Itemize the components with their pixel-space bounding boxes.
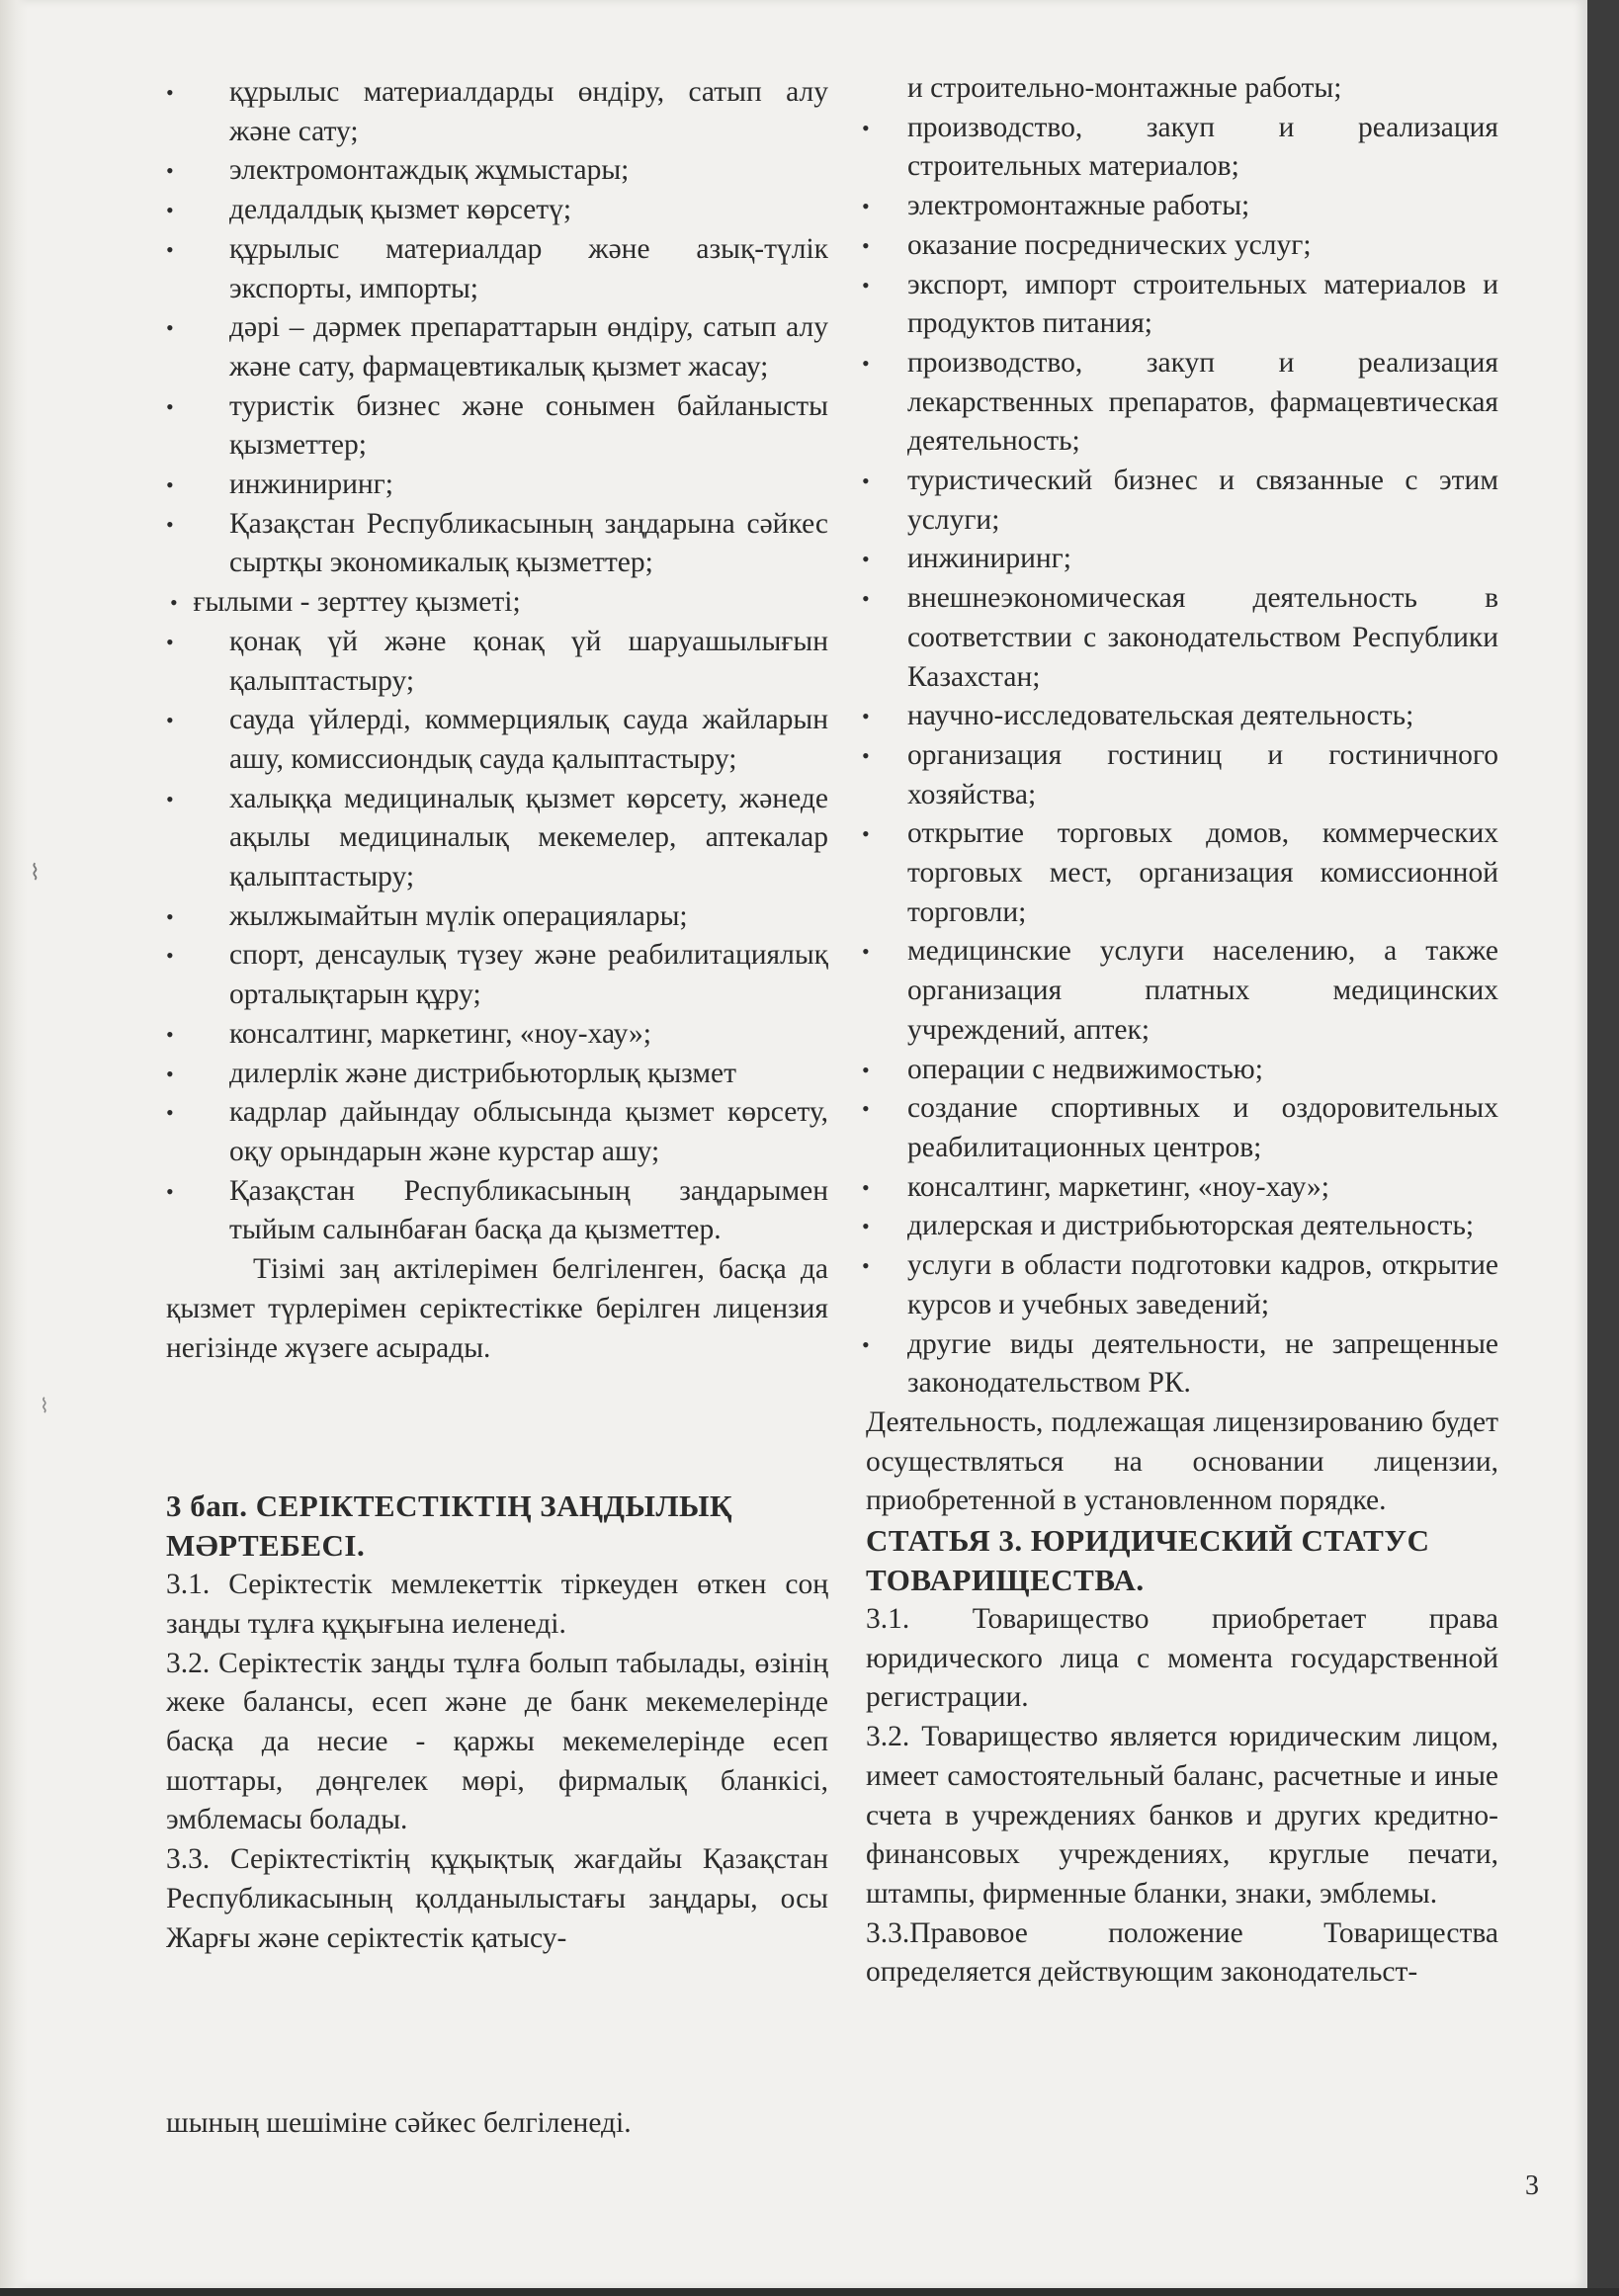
- bullet-icon: •: [166, 393, 174, 419]
- list-item: • туристік бизнес және сонымен байланысты қызметтер;: [166, 387, 828, 466]
- scan-border-bottom: [0, 2288, 1619, 2296]
- bullet-icon: •: [166, 629, 174, 654]
- page-fold-shadow: [0, 0, 28, 2288]
- bullet-icon: •: [166, 903, 174, 929]
- clause: 3.2. Серіктестік заңды тұлға болып табылады, өзінің жеке балансы, есеп және де банк мекемелерінде басқа да несие - қаржы мекемелерінде есеп шоттары, дөңгелек мөрі, фирмалық бланкісі, эмблемасы болады.: [166, 1647, 828, 1836]
- bullet-icon: •: [166, 1178, 174, 1204]
- list-item: • операции с недвижимостью;: [866, 1051, 1498, 1090]
- list-item: • инжиниринг;: [166, 466, 828, 505]
- list-item: • научно-исследовательская деятельность;: [866, 697, 1498, 736]
- bullet-icon: •: [166, 1100, 174, 1126]
- bullet-icon: •: [166, 158, 174, 184]
- bullet-icon: •: [862, 232, 870, 258]
- russian-column: [862, 69, 1498, 1993]
- bullet-icon: •: [170, 590, 178, 616]
- list-item: • внешнеэкономическая деятельность в соответствии с законодательством Республики Казахстан;: [866, 579, 1498, 697]
- list-item: • производство, закуп и реализация строительных материалов;: [866, 109, 1498, 187]
- list-item: • халыққа медициналық қызмет көрсету, жәнеде ақылы медициналық мекемелер, аптекалар қалыптастыру;: [166, 780, 828, 897]
- list-item: • услуги в области подготовки кадров, открытие курсов и учебных заведений;: [866, 1246, 1498, 1324]
- bullet-icon: •: [166, 1021, 174, 1047]
- bullet-icon: •: [166, 511, 174, 537]
- bullet-icon: •: [862, 468, 870, 494]
- bullet-icon: •: [862, 1331, 870, 1357]
- bullet-icon: •: [862, 272, 870, 298]
- clause: 3.1. Серіктестік мемлекеттік тіркеуден өткен соң заңды тұлға құқығына иеленеді.: [166, 1569, 828, 1640]
- bullet-icon: •: [166, 80, 174, 105]
- bullet-icon: •: [862, 742, 870, 768]
- list-item: • электромонтажные работы;: [866, 187, 1498, 226]
- list-item: • делдалдық қызмет көрсетү;: [166, 191, 828, 230]
- continuation-line: шының шешіміне сәйкес белгіленеді.: [166, 2107, 632, 2139]
- staple-mark: ⌇: [30, 860, 41, 885]
- kazakh-column: [166, 73, 828, 1958]
- list-item: • дәрі – дәрмек препараттарын өндіру, сатып алу және сату, фармацевтикалық қызмет жасау;: [166, 308, 828, 386]
- scan-border-right: [1587, 0, 1619, 2296]
- list-item: • спорт, денсаулық түзеу және реабилитациялық орталықтарын құру;: [166, 936, 828, 1014]
- bullet-icon: •: [166, 1061, 174, 1086]
- list-item: • дилерская и дистрибьюторская деятельность;: [866, 1207, 1498, 1246]
- list-item: • инжиниринг;: [866, 540, 1498, 579]
- list-item: • сауда үйлерді, коммерциялық сауда жайларын ашу, комиссиондық сауда қалыптастыру;: [166, 701, 828, 779]
- bullet-icon: •: [862, 194, 870, 219]
- bullet-icon: •: [862, 547, 870, 572]
- bullet-icon: •: [862, 1253, 870, 1279]
- license-paragraph: Деятельность, подлежащая лицензированию будет осуществляться на основании лицензии, приобретенной в установленном порядке.: [866, 1405, 1498, 1517]
- bullet-icon: •: [166, 198, 174, 223]
- bullet-icon: •: [862, 1174, 870, 1200]
- list-item: • консалтинг, маркетинг, «ноу-хау»;: [866, 1168, 1498, 1208]
- bullet-icon: •: [862, 704, 870, 729]
- license-paragraph: Тізімі заң актілерімен белгіленген, басқа да қызмет түрлерімен серіктестікке берілген лицензия негізінде жүзеге асырады.: [166, 1253, 828, 1364]
- list-item: • Қазақстан Республикасының заңдарына сәйкес сыртқы экономикалық қызметтер;: [166, 505, 828, 583]
- bullet-icon: •: [862, 586, 870, 612]
- list-item: • Қазақстан Республикасының заңдарымен тыйым салынбаған басқа да қызметтер.: [166, 1172, 828, 1250]
- list-item: • ғылыми - зерттеу қызметі;: [166, 583, 828, 623]
- section-heading: СТАТЬЯ 3. ЮРИДИЧЕСКИЙ СТАТУС ТОВАРИЩЕСТВА.: [866, 1523, 1430, 1598]
- bullet-icon: •: [862, 821, 870, 847]
- list-item: • создание спортивных и оздоровительных реабилитационных центров;: [866, 1089, 1498, 1167]
- list-item: • жылжымайтын мүлік операциялары;: [166, 897, 828, 937]
- list-item: • экспорт, импорт строительных материалов и продуктов питания;: [866, 266, 1498, 344]
- bullet-icon: •: [862, 939, 870, 965]
- clause: 3.3. Серіктестіктің құқықтық жағдайы Қазақстан Республикасының қолданылыстағы заңдары, осы Жарғы және серіктестік қатысу-: [166, 1843, 828, 1954]
- list-item: • консалтинг, маркетинг, «ноу-хау»;: [166, 1015, 828, 1055]
- list-item: • дилерлік және дистрибьюторлық қызмет: [166, 1055, 828, 1094]
- list-item: • құрылыс материалдар және азық-түлік экспорты, импорты;: [166, 230, 828, 308]
- bullet-icon: •: [166, 315, 174, 341]
- bullet-icon: •: [166, 943, 174, 969]
- bullet-icon: •: [166, 786, 174, 811]
- section-heading: 3 бап. СЕРІКТЕСТІКТІҢ ЗАҢДЫЛЫҚ МӘРТЕБЕСІ.: [166, 1488, 732, 1564]
- bullet-icon: •: [862, 350, 870, 376]
- list-item: • производство, закуп и реализация лекарственных препаратов, фармацевтическая деятельность;: [866, 344, 1498, 462]
- list-item: • туристический бизнес и связанные с этим услуги;: [866, 462, 1498, 540]
- bullet-icon: •: [166, 236, 174, 262]
- list-item: • открытие торговых домов, коммерческих торговых мест, организация комиссионной торговли;: [866, 814, 1498, 932]
- bullet-icon: •: [166, 472, 174, 498]
- bullet-icon: •: [862, 1214, 870, 1239]
- clause: 3.3.Правовое положение Товарищества определяется действующим законодательст-: [866, 1916, 1498, 1989]
- bullet-icon: •: [166, 708, 174, 733]
- list-item: • организация гостиниц и гостиничного хозяйства;: [866, 736, 1498, 814]
- list-item: • медицинские услуги населению, а также организация платных медицинских учреждений, аптек;: [866, 932, 1498, 1050]
- list-item: • құрылыс материалдарды өндіру, сатып алу және сату;: [166, 73, 828, 151]
- list-item: • қонақ үй және қонақ үй шаруашылығын қалыптастыру;: [166, 623, 828, 701]
- bullet-icon: •: [862, 1096, 870, 1122]
- bullet-icon: •: [862, 1057, 870, 1082]
- clause: 3.2. Товарищество является юридическим лицом, имеет самостоятельный баланс, расчетные и иные счета в учреждениях банков и других кредитно-финансовых учреждениях, круглые печати, штампы, фирменные бланки, знаки, эмблемы.: [866, 1721, 1498, 1910]
- continuation-line: и строительно-монтажные работы;: [907, 72, 1342, 104]
- staple-mark: ⌇: [40, 1396, 49, 1417]
- clause: 3.1. Товарищество приобретает права юридического лица с момента государственной регистрации.: [866, 1603, 1498, 1714]
- bullet-icon: •: [862, 115, 870, 140]
- list-item: • электромонтаждық жұмыстары;: [166, 151, 828, 191]
- list-item: • оказание посреднических услуг;: [866, 226, 1498, 266]
- list-item: • другие виды деятельности, не запрещенные законодательством РК.: [866, 1325, 1498, 1403]
- spacer: [166, 1368, 828, 1487]
- list-item: • кадрлар дайындау облысында қызмет көрсету, оқу орындарын және курстар ашу;: [166, 1093, 828, 1171]
- page-number: 3: [1525, 2170, 1539, 2201]
